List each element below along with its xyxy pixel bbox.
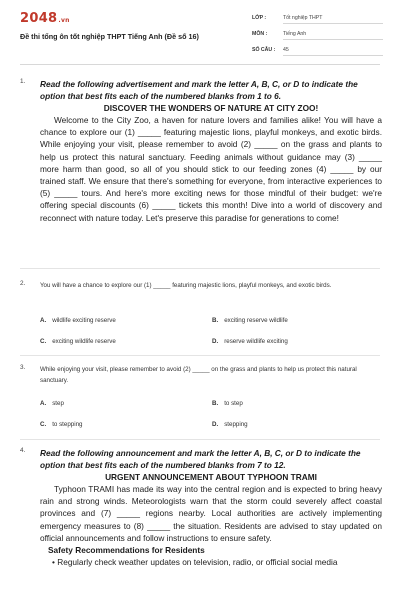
passage-text: Welcome to the City Zoo, a haven for nature lovers and families alike! You will have a chance to explore our (1) _____ featuring majestic lions, playful monkeys, and exotic birds. While enjoying your visit, please remember to avoid (2) _____ on the grass and plants to help us protect this natural sanctuary. Feeding animals without guidance may (3) _____ more harm than good, so all of you should stick to our feeding zones (4) _____ by our trained staff. We ensure that there's something for everyone, from interactive experiences to (5) _____ tours. And here's more exciting news for those mindful of their budget: we're offering special discounts (6) _____ tickets this month! Dive into a world of discovery and reconnect with nature today. Let's preserve this paradise for generations to come! [40, 115, 382, 223]
option-d[interactable]: D. stepping [212, 421, 248, 428]
question-3 [20, 364, 382, 386]
option-c[interactable]: C. to stepping [40, 421, 83, 428]
question-4 [20, 447, 382, 568]
question-number: 3. [20, 364, 26, 371]
meta-value: Tiếng Anh [283, 31, 383, 40]
question-1 [20, 78, 382, 224]
option-c[interactable]: C. exciting wildlife reserve [40, 338, 116, 345]
meta-value: Tốt nghiệp THPT [283, 15, 383, 24]
option-d[interactable]: D. reserve wildlife exciting [212, 338, 288, 345]
site-logo[interactable]: 2048.vn [20, 11, 70, 26]
option-b[interactable]: B. exciting reserve wildlife [212, 317, 288, 324]
meta-key: LỚP : [252, 15, 267, 21]
option-a[interactable]: A. step [40, 400, 64, 407]
meta-value: 45 [283, 47, 383, 56]
meta-key: SỐ CÂU : [252, 47, 276, 53]
passage-title: DISCOVER THE WONDERS OF NATURE AT CITY ZOO! [103, 103, 319, 113]
section-subheading: Safety Recommendations for Residents [48, 545, 205, 556]
option-a[interactable]: A. wildlife exciting reserve [40, 317, 116, 324]
bullet-item: • Regularly check weather updates on television, radio, or official social media [52, 557, 338, 568]
question-divider [20, 439, 380, 440]
question-number: 2. [20, 280, 26, 287]
passage-text: Typhoon TRAMI has made its way into the central region and is expected to bring heavy rain and strong winds. Meteorologists warn that the storm could severely affect coastal provinces and (7) _____ regions nearby. Local authorities are actively implementing emergency measures to (8) _____ the situation. Residents are advised to stay updated on official announcements and follow instructions to ensure safety. [40, 484, 382, 543]
question-instruction: Read the following announcement and mark the letter A, B, C, or D to indicate the option that best fits each of the numbered blanks from 7 to 12. [40, 448, 361, 470]
passage-title: URGENT ANNOUNCEMENT ABOUT TYPHOON TRAMI [105, 472, 317, 482]
question-stem: You will have a chance to explore our (1) _____ featuring majestic lions, playful monkeys, and exotic birds. [40, 282, 332, 289]
header-divider [20, 64, 380, 65]
question-divider [20, 268, 380, 269]
question-instruction: Read the following advertisement and mark the letter A, B, C, or D to indicate the option that best fits each of the numbered blanks from 1 to 6. [40, 79, 358, 101]
page-header [0, 0, 400, 62]
exam-title: Đề thi tổng ôn tốt nghiệp THPT Tiếng Anh (Đề số 16) [20, 32, 199, 41]
question-number: 1. [20, 78, 26, 85]
question-divider [20, 355, 380, 356]
meta-key: MÔN : [252, 31, 268, 37]
question-stem: While enjoying your visit, please remember to avoid (2) _____ on the grass and plants to help us protect this natural sanctuary. [40, 366, 357, 384]
question-number: 4. [20, 447, 26, 454]
option-b[interactable]: B. to step [212, 400, 243, 407]
question-2 [20, 280, 382, 291]
